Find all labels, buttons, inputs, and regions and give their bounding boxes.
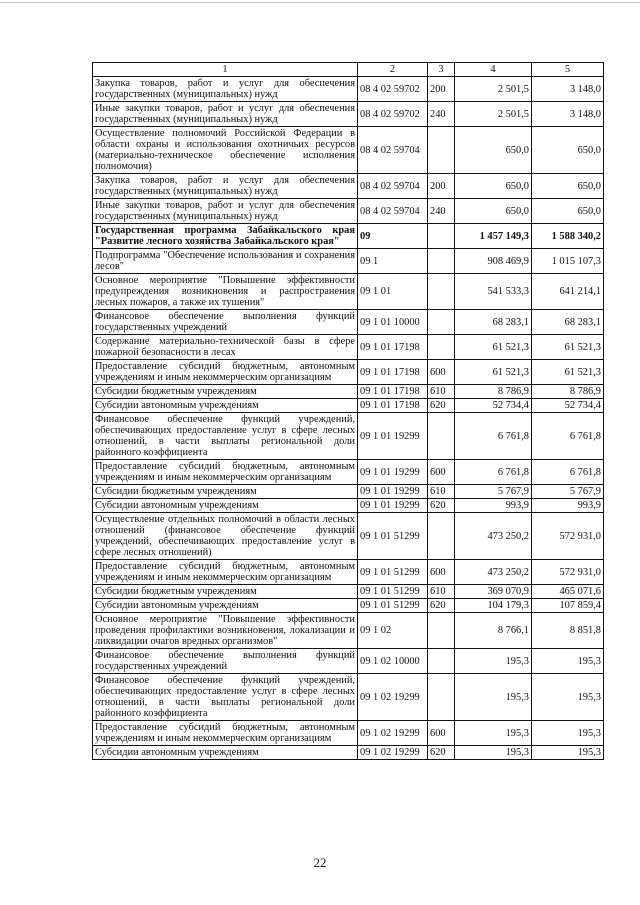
row-expense-type-cell: 600 [428, 460, 455, 485]
row-amount-1-cell: 195,3 [455, 746, 532, 760]
row-amount-1-cell: 104 179,3 [455, 599, 532, 613]
table-row [93, 649, 604, 674]
row-expense-type-cell [428, 649, 455, 674]
row-name-cell: Субсидии автономным учреждениям [93, 399, 358, 413]
row-code-cell: 09 1 01 19299 [358, 460, 428, 485]
row-name-cell: Осуществление отдельных полномочий в области лесных отношений (финансовое обеспечение функций учреждений, обеспечивающих предоставление услуг в сфере лесных отношений) [93, 513, 358, 560]
row-expense-type-cell [428, 674, 455, 721]
row-name-cell: Субсидии автономным учреждениям [93, 499, 358, 513]
table-row [93, 746, 604, 760]
row-name-cell: Финансовое обеспечение выполнения функций государственных учреждений [93, 310, 358, 335]
row-amount-1-cell: 650,0 [455, 174, 532, 199]
row-name-cell: Иные закупки товаров, работ и услуг для обеспечения государственных (муниципальных) нужд [93, 102, 358, 127]
row-code-cell: 09 1 02 19299 [358, 721, 428, 746]
row-name-cell: Предоставление субсидий бюджетным, автономным учреждениям и иным некоммерческим организациям [93, 560, 358, 585]
row-amount-1-cell: 52 734,4 [455, 399, 532, 413]
row-amount-1-cell: 473 250,2 [455, 560, 532, 585]
row-amount-2-cell: 195,3 [532, 721, 604, 746]
row-code-cell: 09 1 01 17198 [358, 360, 428, 385]
column-number-expense-type: 3 [428, 63, 455, 77]
table-row [93, 585, 604, 599]
row-amount-2-cell: 195,3 [532, 746, 604, 760]
row-expense-type-cell: 600 [428, 560, 455, 585]
row-expense-type-cell [428, 613, 455, 649]
row-name-cell: Предоставление субсидий бюджетным, автономным учреждениям и иным некоммерческим организациям [93, 360, 358, 385]
row-code-cell: 09 1 [358, 249, 428, 274]
row-amount-1-cell: 6 761,8 [455, 460, 532, 485]
row-amount-1-cell: 1 457 149,3 [455, 224, 532, 249]
row-name-cell: Финансовое обеспечение выполнения функций государственных учреждений [93, 649, 358, 674]
table-row [93, 199, 604, 224]
row-amount-1-cell: 61 521,3 [455, 360, 532, 385]
table-row [93, 485, 604, 499]
row-amount-1-cell: 8 766,1 [455, 613, 532, 649]
row-expense-type-cell [428, 224, 455, 249]
row-amount-1-cell: 5 767,9 [455, 485, 532, 499]
row-code-cell: 08 4 02 59702 [358, 102, 428, 127]
row-code-cell: 09 1 02 [358, 613, 428, 649]
row-expense-type-cell [428, 335, 455, 360]
row-expense-type-cell: 620 [428, 399, 455, 413]
row-code-cell: 08 4 02 59704 [358, 174, 428, 199]
row-code-cell: 09 1 01 [358, 274, 428, 310]
row-code-cell: 08 4 02 59702 [358, 77, 428, 102]
row-amount-2-cell: 195,3 [532, 674, 604, 721]
row-expense-type-cell [428, 513, 455, 560]
row-code-cell: 09 1 02 10000 [358, 649, 428, 674]
row-amount-2-cell: 572 931,0 [532, 560, 604, 585]
row-name-cell: Субсидии бюджетным учреждениям [93, 585, 358, 599]
row-amount-2-cell: 641 214,1 [532, 274, 604, 310]
table-row [93, 274, 604, 310]
page-number: 22 [313, 855, 327, 870]
row-amount-2-cell: 6 761,8 [532, 413, 604, 460]
row-amount-1-cell: 541 533,3 [455, 274, 532, 310]
row-amount-2-cell: 107 859,4 [532, 599, 604, 613]
row-amount-2-cell: 572 931,0 [532, 513, 604, 560]
row-amount-1-cell: 650,0 [455, 199, 532, 224]
column-number-amount-1: 4 [455, 63, 532, 77]
row-name-cell: Основное мероприятие "Повышение эффективности предупреждения возникновения и распространения лесных пожаров, а также их тушения" [93, 274, 358, 310]
row-name-cell: Финансовое обеспечение функций учреждений, обеспечивающих предоставление услуг в сфере лесных отношений, в части выплаты региональной доли районного коэффициента [93, 413, 358, 460]
table-row [93, 77, 604, 102]
row-amount-2-cell: 650,0 [532, 127, 604, 174]
row-amount-1-cell: 650,0 [455, 127, 532, 174]
row-name-cell: Закупка товаров, работ и услуг для обеспечения государственных (муниципальных) нужд [93, 77, 358, 102]
row-amount-2-cell: 68 283,1 [532, 310, 604, 335]
row-code-cell: 08 4 02 59704 [358, 199, 428, 224]
row-expense-type-cell [428, 310, 455, 335]
row-amount-2-cell: 52 734,4 [532, 399, 604, 413]
table-row [93, 721, 604, 746]
table-row [93, 460, 604, 485]
row-name-cell: Субсидии бюджетным учреждениям [93, 385, 358, 399]
row-amount-1-cell: 2 501,5 [455, 77, 532, 102]
row-expense-type-cell: 610 [428, 485, 455, 499]
row-name-cell: Субсидии бюджетным учреждениям [93, 485, 358, 499]
table-row [93, 127, 604, 174]
row-name-cell: Предоставление субсидий бюджетным, автономным учреждениям и иным некоммерческим организациям [93, 721, 358, 746]
column-number-row [93, 63, 604, 77]
table-row [93, 385, 604, 399]
row-expense-type-cell: 610 [428, 585, 455, 599]
row-amount-1-cell: 369 070,9 [455, 585, 532, 599]
row-code-cell: 09 1 01 17198 [358, 335, 428, 360]
row-code-cell: 09 1 01 51299 [358, 560, 428, 585]
row-amount-1-cell: 195,3 [455, 649, 532, 674]
table-row [93, 335, 604, 360]
table-row [93, 224, 604, 249]
row-amount-2-cell: 3 148,0 [532, 77, 604, 102]
row-amount-1-cell: 195,3 [455, 674, 532, 721]
row-amount-2-cell: 3 148,0 [532, 102, 604, 127]
row-expense-type-cell: 600 [428, 360, 455, 385]
row-amount-2-cell: 8 786,9 [532, 385, 604, 399]
row-expense-type-cell [428, 274, 455, 310]
row-amount-1-cell: 68 283,1 [455, 310, 532, 335]
table-row [93, 560, 604, 585]
row-amount-1-cell: 6 761,8 [455, 413, 532, 460]
row-code-cell: 09 1 01 17198 [358, 385, 428, 399]
row-expense-type-cell: 600 [428, 721, 455, 746]
row-amount-1-cell: 61 521,3 [455, 335, 532, 360]
row-code-cell: 09 1 01 19299 [358, 499, 428, 513]
table-row [93, 499, 604, 513]
row-name-cell: Иные закупки товаров, работ и услуг для обеспечения государственных (муниципальных) нужд [93, 199, 358, 224]
row-code-cell: 09 1 01 51299 [358, 585, 428, 599]
row-amount-2-cell: 8 851,8 [532, 613, 604, 649]
row-name-cell: Основное мероприятие "Повышение эффективности проведения профилактики возникновения, локализации и ликвидации очагов вредных организмов" [93, 613, 358, 649]
row-name-cell: Государственная программа Забайкальского края "Развитие лесного хозяйства Забайкальского края" [93, 224, 358, 249]
row-expense-type-cell: 240 [428, 199, 455, 224]
row-amount-2-cell: 195,3 [532, 649, 604, 674]
row-amount-1-cell: 8 786,9 [455, 385, 532, 399]
table-row [93, 513, 604, 560]
row-expense-type-cell [428, 413, 455, 460]
table-row [93, 399, 604, 413]
table-row [93, 599, 604, 613]
row-expense-type-cell: 200 [428, 174, 455, 199]
row-amount-1-cell: 993,9 [455, 499, 532, 513]
table-row [93, 310, 604, 335]
column-number-amount-2: 5 [532, 63, 604, 77]
table-row [93, 174, 604, 199]
row-amount-2-cell: 465 071,6 [532, 585, 604, 599]
row-expense-type-cell [428, 249, 455, 274]
row-name-cell: Подпрограмма "Обеспечение использования и сохранения лесов" [93, 249, 358, 274]
row-code-cell: 09 [358, 224, 428, 249]
row-amount-2-cell: 61 521,3 [532, 360, 604, 385]
row-expense-type-cell: 200 [428, 77, 455, 102]
row-code-cell: 09 1 01 17198 [358, 399, 428, 413]
row-code-cell: 08 4 02 59704 [358, 127, 428, 174]
table-row [93, 613, 604, 649]
row-name-cell: Осуществление полномочий Российской Федерации в области охраны и использования охотничьих ресурсов (материально-техническое обеспечение исполнения полномочия) [93, 127, 358, 174]
row-amount-2-cell: 993,9 [532, 499, 604, 513]
table-row [93, 413, 604, 460]
row-name-cell: Субсидии автономным учреждениям [93, 746, 358, 760]
row-code-cell: 09 1 02 19299 [358, 674, 428, 721]
row-name-cell: Субсидии автономным учреждениям [93, 599, 358, 613]
table-row [93, 249, 604, 274]
row-code-cell: 09 1 01 51299 [358, 513, 428, 560]
row-name-cell: Финансовое обеспечение функций учреждений, обеспечивающих предоставление услуг в сфере лесных отношений, в части выплаты региональной доли районного коэффициента [93, 674, 358, 721]
row-code-cell: 09 1 01 19299 [358, 413, 428, 460]
row-code-cell: 09 1 01 10000 [358, 310, 428, 335]
row-amount-2-cell: 650,0 [532, 199, 604, 224]
row-amount-2-cell: 6 761,8 [532, 460, 604, 485]
table-row [93, 102, 604, 127]
row-name-cell: Закупка товаров, работ и услуг для обеспечения государственных (муниципальных) нужд [93, 174, 358, 199]
table-row [93, 360, 604, 385]
row-code-cell: 09 1 01 19299 [358, 485, 428, 499]
row-amount-1-cell: 908 469,9 [455, 249, 532, 274]
row-amount-2-cell: 650,0 [532, 174, 604, 199]
row-code-cell: 09 1 01 51299 [358, 599, 428, 613]
row-amount-2-cell: 61 521,3 [532, 335, 604, 360]
row-name-cell: Содержание материально-технической базы в сфере пожарной безопасности в лесах [93, 335, 358, 360]
row-expense-type-cell: 620 [428, 499, 455, 513]
table-row [93, 674, 604, 721]
row-expense-type-cell: 240 [428, 102, 455, 127]
scan-top-edge [0, 2, 640, 3]
row-amount-1-cell: 2 501,5 [455, 102, 532, 127]
row-amount-2-cell: 1 015 107,3 [532, 249, 604, 274]
budget-allocation-table [92, 62, 604, 760]
column-number-name: 1 [93, 63, 358, 77]
row-name-cell: Предоставление субсидий бюджетным, автономным учреждениям и иным некоммерческим организациям [93, 460, 358, 485]
row-expense-type-cell: 620 [428, 746, 455, 760]
row-expense-type-cell [428, 127, 455, 174]
row-amount-1-cell: 473 250,2 [455, 513, 532, 560]
row-expense-type-cell: 620 [428, 599, 455, 613]
column-number-code: 2 [358, 63, 428, 77]
row-expense-type-cell: 610 [428, 385, 455, 399]
row-amount-2-cell: 5 767,9 [532, 485, 604, 499]
row-code-cell: 09 1 02 19299 [358, 746, 428, 760]
row-amount-2-cell: 1 588 340,2 [532, 224, 604, 249]
row-amount-1-cell: 195,3 [455, 721, 532, 746]
